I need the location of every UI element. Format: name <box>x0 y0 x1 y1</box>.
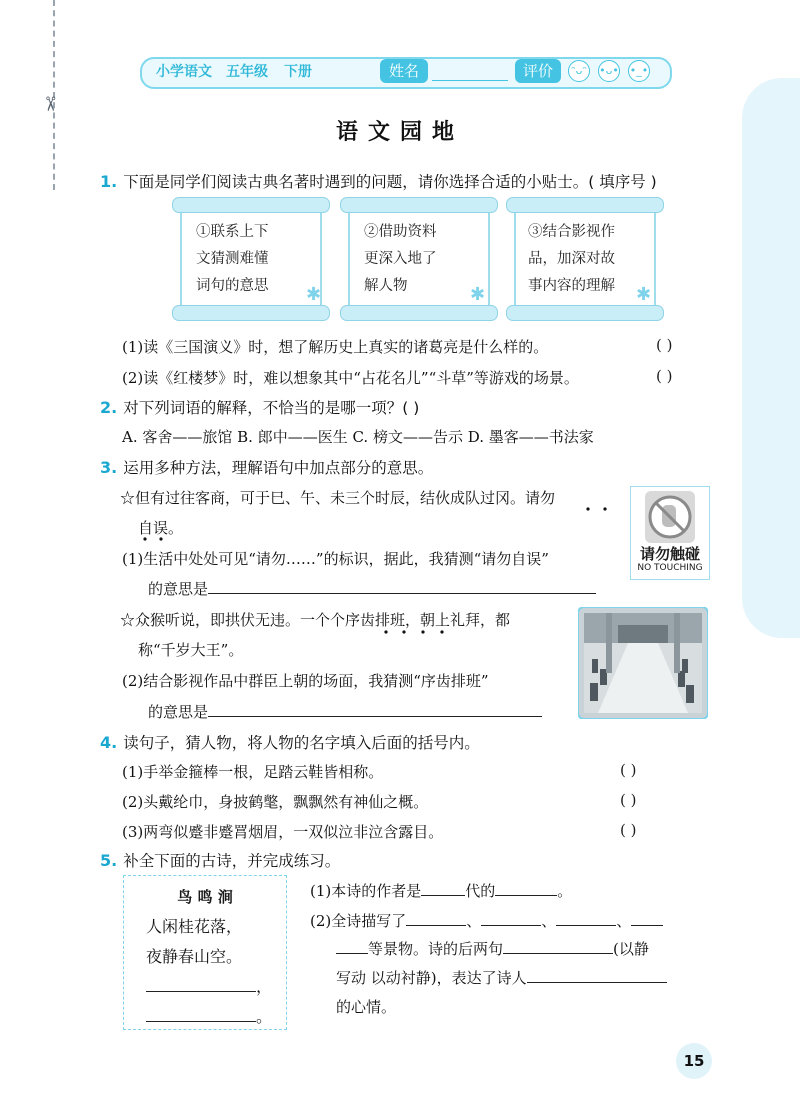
quote-2-line-1: ☆众猴听说，即拱伏无违。一个个序齿排班，朝上礼拜，都 <box>120 611 511 629</box>
question-text: 读句子，猜人物，将人物的名字填入后面的括号内。 <box>123 734 480 752</box>
q3-item-1-line-2 <box>148 578 596 599</box>
answer-blank[interactable] <box>208 702 542 717</box>
poem-box <box>123 875 287 1030</box>
emphasis-dot <box>421 630 424 633</box>
answer-blank-author[interactable] <box>495 881 557 896</box>
no-touch-hand-icon <box>631 489 709 547</box>
question-number: 3. <box>100 458 118 477</box>
answer-blank[interactable] <box>556 911 616 926</box>
answer-paren[interactable]: ( ) <box>656 336 673 354</box>
answer-paren[interactable]: ( ) <box>620 791 637 809</box>
quote-2-line-2: 称“千岁大王”。 <box>138 641 244 659</box>
answer-blank-dynasty[interactable] <box>421 881 465 896</box>
q3-item-2-line-1: (2)结合影视作品中群臣上朝的场面，我猜测“序齿排班” <box>122 672 489 690</box>
poem-blank-4[interactable] <box>146 1007 256 1022</box>
answer-blank[interactable] <box>208 579 596 594</box>
emphasis-dot <box>440 630 443 633</box>
q4-item-1: (1)手举金箍棒一根，足踏云鞋皆相称。 <box>122 763 384 781</box>
answer-blank[interactable] <box>336 939 368 954</box>
star-icon: ✱ <box>306 284 322 305</box>
q4-item-3: (3)两弯似蹙非蹙罥烟眉，一双似泣非泣含露目。 <box>122 823 444 841</box>
q3-item-2-line-2 <box>148 701 542 722</box>
tip-line: 更深入地了 <box>364 251 437 267</box>
answer-paren[interactable]: ( ) <box>620 821 637 839</box>
question-text: 补全下面的古诗，并完成练习。 <box>123 852 341 870</box>
star-icon: ✱ <box>470 284 486 305</box>
tip-line: ①联系上下 <box>196 224 269 240</box>
page-number: 15 <box>676 1043 712 1079</box>
answer-blank[interactable] <box>503 939 613 954</box>
star-icon: ✱ <box>636 284 652 305</box>
tip-line: ③结合影视作 <box>528 224 615 240</box>
answer-blank[interactable] <box>406 911 466 926</box>
question-text: 下面是同学们阅读古典名著时遇到的问题，请你选择合适的小贴士。( 填序号 ) <box>123 173 657 191</box>
emphasis-dot <box>384 630 387 633</box>
answer-prompt: 的意思是 <box>148 703 209 721</box>
sign-subtitle: NO TOUCHING <box>637 563 703 573</box>
grade-label: 五年级 <box>226 64 268 80</box>
answer-blank[interactable] <box>481 911 541 926</box>
sign-title: 请勿触碰 <box>639 545 700 563</box>
scissors-icon: ✂ <box>38 95 63 113</box>
eval-label: 评价 <box>515 59 561 83</box>
court-scene-image <box>578 607 708 719</box>
poem-punct: ， <box>256 977 273 996</box>
q5-item-2-line-4: 的心情。 <box>336 998 397 1016</box>
answer-blank[interactable] <box>527 968 667 983</box>
tip-line: 事内容的理解 <box>528 278 615 294</box>
neutral-face-icon[interactable]: •_• <box>628 60 650 82</box>
poem-blank-3[interactable] <box>146 977 256 992</box>
q5-item-2-line-3: 写动 以动衬静)，表达了诗人 <box>336 967 667 988</box>
emphasis-dot <box>603 507 606 510</box>
no-touching-sign <box>630 486 710 580</box>
question-5 <box>100 849 340 871</box>
question-4 <box>100 731 480 753</box>
answer-blank[interactable] <box>631 911 663 926</box>
question-number: 4. <box>100 733 118 752</box>
q1-item-2: (2)读《红楼梦》时，难以想象其中“占花名儿”“斗草”等游戏的场景。 <box>122 369 579 387</box>
answer-paren[interactable]: ( ) <box>656 367 673 385</box>
q5-item-1: (1)本诗的作者是 代的 。 <box>310 882 573 900</box>
q2-options: A. 客舍——旅馆 B. 郎中——医生 C. 榜文——告示 D. 墨客——书法家 <box>122 428 594 446</box>
q4-item-2: (2)头戴纶巾，身披鹤氅，飘飘然有神仙之概。 <box>122 793 429 811</box>
q3-item-1-line-1: (1)生活中处处可见“请勿……”的标识，据此，我猜测“请勿自误” <box>122 550 549 568</box>
tip-line: 词句的意思 <box>196 278 269 294</box>
question-number: 2. <box>100 398 118 417</box>
emphasis-dot <box>402 630 405 633</box>
subject-label: 小学语文 <box>156 64 212 80</box>
question-text: 运用多种方法，理解语句中加点部分的意思。 <box>123 459 434 477</box>
q5-item-2-line-2: 等景物。诗的后两句 (以静 <box>336 938 649 959</box>
laugh-face-icon[interactable]: ᵔᴗᵔ <box>568 60 590 82</box>
poem-punct: 。 <box>256 1007 273 1026</box>
emphasis-dot <box>586 507 589 510</box>
q1-item-1: (1)读《三国演义》时，想了解历史上真实的诸葛亮是什么样的。 <box>122 338 549 356</box>
emphasis-dot <box>159 537 162 540</box>
poem-title: 鸟 鸣 涧 <box>177 888 233 906</box>
name-label: 姓名 <box>380 59 428 83</box>
tip-line: ②借助资料 <box>364 224 437 240</box>
tip-line: 文猜测难懂 <box>196 251 269 267</box>
volume-label: 下册 <box>284 64 312 80</box>
q5-item-2-line-1: (2)全诗描写了 、 、 、 <box>310 910 663 931</box>
tip-line: 品，加深对故 <box>528 251 615 267</box>
quote-1-line-2: 自误。 <box>138 519 184 537</box>
question-number: 1. <box>100 172 118 191</box>
smile-face-icon[interactable]: •ᴗ• <box>598 60 620 82</box>
question-number: 5. <box>100 851 118 870</box>
answer-paren[interactable]: ( ) <box>620 761 637 779</box>
answer-prompt: 的意思是 <box>148 580 209 598</box>
poem-line-1: 人闲桂花落， <box>146 917 243 936</box>
question-text: 对下列词语的解释，不恰当的是哪一项？( ) <box>123 399 420 417</box>
poem-line-2: 夜静春山空。 <box>146 947 243 966</box>
quote-1-line-1: ☆但有过往客商，可于巳、午、未三个时辰，结伙成队过冈。请勿 <box>120 489 556 507</box>
tip-line: 解人物 <box>364 278 408 294</box>
emphasis-dot <box>143 537 146 540</box>
page-title: 语文园地 <box>335 120 464 145</box>
